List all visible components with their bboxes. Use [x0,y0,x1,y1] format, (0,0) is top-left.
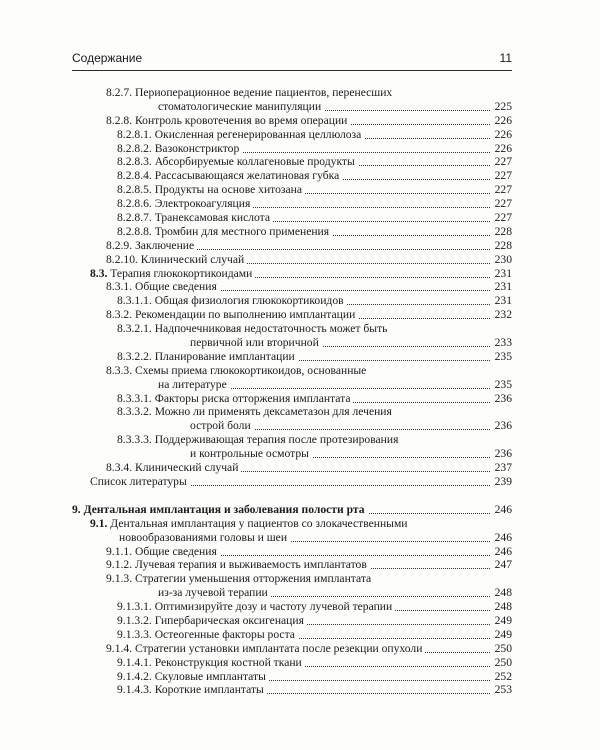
toc-entry-label [106,114,350,128]
toc-entry-page: 228 [490,239,512,253]
toc-entry-page: 226 [490,142,512,156]
toc-entry-title: Вазоконстриктор [154,141,240,155]
toc-entry-page: 250 [490,656,512,670]
table-of-contents [0,86,600,697]
toc-entry[interactable] [0,572,600,586]
toc-entry-number: 8.2.8.6. [117,197,152,211]
toc-entry-label [106,642,425,656]
toc-entry[interactable] [0,531,600,545]
toc-entry-title: Дентальная имплантация у пациентов со злокачественными [110,516,408,530]
toc-entry[interactable] [0,239,600,253]
toc-entry[interactable] [0,308,600,322]
toc-entry[interactable] [0,280,600,294]
toc-entry-title: Клинический случай [140,252,245,266]
toc-entry-title: Остеогенные факторы роста [154,627,295,641]
toc-entry-title: Поддерживающая терапия после протезирования [154,433,399,447]
toc-entry-label [90,267,255,281]
toc-entry-page: 236 [490,392,512,406]
toc-entry-number: 8.2.9. [106,238,133,252]
toc-entry[interactable] [0,253,600,267]
toc-entry-title: на литературе [158,377,227,391]
toc-entry-page: 237 [490,461,512,475]
toc-entry-label [119,531,290,545]
toc-entry-page: 225 [490,100,512,114]
header-page-number: 11 [499,51,512,65]
toc-entry-number: 9.1.3.1. [117,600,152,614]
toc-entry-number: 8.3.2.2. [117,349,152,363]
toc-entry[interactable] [0,267,600,281]
toc-entry-number: 9.1.4. [106,641,133,655]
toc-entry[interactable] [0,545,600,559]
toc-entry-title: Стратегии уменьшения отторжения имплантата [135,572,372,586]
toc-entry-title: Лучевая терапия и выживаемость имплантатов [135,558,367,572]
toc-entry-number: 8.2.10. [106,252,138,266]
toc-entry-page: 253 [490,683,512,697]
toc-entry-number: 8.2.8.8. [117,224,152,238]
toc-entry-label [106,239,197,253]
toc-entry-label [106,253,247,267]
toc-entry[interactable] [0,461,600,475]
toc-entry-label [158,586,271,600]
toc-entry-number: 8.3.3.1. [117,391,152,405]
toc-entry-label [106,545,220,559]
toc-entry[interactable] [0,558,600,572]
toc-entry[interactable] [0,197,600,211]
toc-entry-title: Транексамовая кислота [154,211,270,225]
toc-entry-label [117,628,298,642]
toc-entry-label [190,336,322,350]
toc-entry-title: Абсорбируемые коллагеновые продукты [154,155,355,169]
toc-entry-page: 252 [490,670,512,684]
toc-entry-title: Надпочечниковая недостаточность может быть [154,322,388,336]
toc-entry[interactable] [0,100,600,114]
toc-entry-title: Тромбин для местного применения [154,224,330,238]
toc-entry-label [117,183,305,197]
toc-entry-label [158,100,324,114]
toc-entry-label [190,419,254,433]
toc-entry-title: Планирование имплантации [154,349,295,363]
toc-entry-page: 236 [490,447,512,461]
toc-entry-page: 227 [490,197,512,211]
toc-entry-page: 235 [490,378,512,392]
toc-entry-title: Схемы приема глюкокортикоидов, основанные [135,363,367,377]
toc-entry-number: 8.2.8. [106,113,133,127]
toc-entry-number: 8.2.8.7. [117,211,152,225]
toc-entry-label [117,683,267,697]
running-header [72,48,512,71]
toc-entry-label [117,211,273,225]
toc-entry-page: 249 [490,614,512,628]
toc-entry-title: Короткие имплантаты [154,683,264,697]
toc-entry-number: 9.1.1. [106,544,133,558]
toc-entry[interactable] [0,142,600,156]
toc-entry-label [106,364,369,378]
toc-entry-page: 226 [490,114,512,128]
toc-entry[interactable] [0,600,600,614]
toc-entry-page: 228 [490,225,512,239]
toc-entry[interactable] [0,392,600,406]
toc-entry-number: 8.2.8.5. [117,183,152,197]
toc-entry-number: 8.3.1.1. [117,294,152,308]
toc-entry-page: 236 [490,419,512,433]
toc-entry[interactable] [0,642,600,656]
toc-entry[interactable] [0,433,600,447]
toc-entry-title: Гипербарическая оксигенация [154,613,304,627]
toc-entry-page: 226 [490,128,512,142]
toc-entry-page: 249 [490,628,512,642]
toc-entry-title: из-за лучевой терапии [158,586,268,600]
toc-entry-label [117,155,358,169]
toc-entry-label [106,308,358,322]
toc-entry-title: стоматологические манипуляции [158,99,322,113]
toc-entry-title: Рассасывающаяся желатиновая губка [154,169,340,183]
toc-entry-number: 8.3.3. [106,363,133,377]
toc-entry-number: 8.2.7. [106,86,133,99]
toc-entry[interactable] [0,364,600,378]
toc-entry-page: 230 [490,253,512,267]
toc-entry[interactable] [0,378,600,392]
toc-entry[interactable] [0,336,600,350]
toc-entry-number: 9.1.4.1. [117,655,152,669]
toc-entry-page: 248 [490,586,512,600]
toc-entry[interactable] [0,322,600,336]
toc-entry-page: 247 [490,558,512,572]
toc-entry-page: 227 [490,155,512,169]
toc-entry-page: 231 [490,280,512,294]
toc-entry-label [106,280,220,294]
toc-entry-label [117,142,242,156]
toc-entry[interactable] [0,503,600,517]
toc-entry-label [117,322,390,336]
toc-entry-label [117,405,395,419]
toc-entry[interactable] [0,419,600,433]
toc-entry-page: 250 [490,642,512,656]
toc-entry-title: Окисленная регенерированная целлюлоза [154,127,362,141]
toc-entry-label [117,600,395,614]
toc-entry[interactable] [0,405,600,419]
toc-entry-number: 9.1. [90,516,108,530]
toc-entry-title: Оптимизируйте дозу и частоту лучевой терапии [154,600,393,614]
toc-entry[interactable] [0,183,600,197]
toc-entry-page: 227 [490,183,512,197]
toc-entry-page: 231 [490,267,512,281]
toc-entry-number: 9.1.3. [106,572,133,586]
toc-entry-number: 9.1.3.2. [117,613,152,627]
toc-entry-number: 9.1.4.3. [117,683,152,697]
toc-entry-number: 8.3.4. [106,461,133,475]
toc-entry-page: 233 [490,336,512,350]
toc-entry-label [72,503,368,517]
toc-entry-label [117,614,307,628]
toc-entry-label [117,197,253,211]
toc-entry[interactable] [0,211,600,225]
toc-entry-label [106,558,370,572]
toc-entry-page: 246 [490,503,512,517]
toc-entry-label [117,350,298,364]
toc-entry-label [106,86,395,100]
toc-entry-number: 9.1.2. [106,558,133,572]
toc-entry-number: 8.3.3.3. [117,433,152,447]
toc-entry-title: Контроль кровотечения во время операции [135,113,348,127]
toc-entry-number: 8.3. [90,266,108,280]
toc-entry[interactable] [0,614,600,628]
toc-entry-title: Список литературы [90,474,187,488]
toc-entry-title: Реконструкция костной ткани [154,655,302,669]
toc-entry-label [117,656,305,670]
toc-entry-label [117,225,332,239]
toc-entry-page: 235 [490,350,512,364]
toc-entry-title: Заключение [135,238,195,252]
toc-entry-page: 227 [490,169,512,183]
toc-entry[interactable] [0,586,600,600]
toc-entry-label [117,128,364,142]
toc-entry-label [117,294,347,308]
toc-entry-page: 239 [490,475,512,489]
toc-entry-title: Электрокоагуляция [154,197,251,211]
toc-entry-page: 231 [490,294,512,308]
toc-entry-number: 8.2.8.2. [117,141,152,155]
toc-entry-number: 9.1.4.2. [117,669,152,683]
toc-entry[interactable] [0,683,600,697]
toc-entry-title: Общая физиология глюкокортикоидов [154,294,344,308]
header-title: Содержание [72,51,143,65]
toc-entry[interactable] [0,656,600,670]
toc-entry[interactable] [0,225,600,239]
toc-entry-title: Скуловые имплантаты [154,669,266,683]
toc-entry[interactable] [0,128,600,142]
toc-entry-title: Клинический случай [135,461,239,475]
toc-entry-page: 246 [490,531,512,545]
toc-entry-number: 8.2.8.4. [117,169,152,183]
toc-entry-label [106,461,241,475]
toc-entry-page: 227 [490,211,512,225]
toc-entry[interactable] [0,475,600,489]
toc-entry-label [90,517,410,531]
toc-entry-title: новообразованиями головы и шеи [119,530,288,544]
toc-entry-number: 8.2.8.1. [117,127,152,141]
toc-entry-title: и контрольные осмотры [190,447,309,461]
toc-entry-number: 9. [72,502,81,516]
toc-entry[interactable] [0,350,600,364]
toc-entry[interactable] [0,169,600,183]
toc-entry-title: острой боли [190,419,251,433]
toc-entry[interactable] [0,86,600,100]
section-gap [0,489,600,503]
toc-entry[interactable] [0,628,600,642]
toc-entry-page: 232 [490,308,512,322]
toc-entry-title: Рекомендации по выполнению имплантации [135,308,356,322]
toc-entry-number: 8.3.2.1. [117,322,152,336]
toc-entry[interactable] [0,294,600,308]
toc-entry-title: Стратегии установки имплантата после резекции опухоли [135,641,423,655]
toc-entry[interactable] [0,155,600,169]
toc-entry-number: 8.2.8.3. [117,155,152,169]
toc-entry-title: Факторы риска отторжения имплантата [154,391,351,405]
toc-entry[interactable] [0,114,600,128]
toc-entry-label [117,392,353,406]
toc-entry-label [117,670,269,684]
toc-entry-number: 8.3.3.2. [117,405,152,419]
toc-entry-title: первичной или вторичной [190,336,319,350]
toc-entry-label [117,433,401,447]
toc-entry-page: 246 [490,545,512,559]
toc-entry[interactable] [0,517,600,531]
toc-entry-label [117,169,342,183]
toc-entry-label [106,572,374,586]
toc-entry-number: 8.3.2. [106,308,133,322]
toc-entry-title: Периоперационное ведение пациентов, перенесших [135,86,393,99]
toc-entry-title: Общие сведения [135,280,217,294]
toc-entry-number: 9.1.3.3. [117,627,152,641]
toc-entry-title: Дентальная имплантация и заболевания полости рта [83,502,365,516]
toc-entry-title: Продукты на основе хитозана [154,183,302,197]
toc-entry-label [190,447,312,461]
toc-entry[interactable] [0,670,600,684]
toc-entry-title: Общие сведения [135,544,217,558]
toc-entry[interactable] [0,447,600,461]
toc-entry-label [158,378,230,392]
toc-entry-title: Можно ли применять дексаметазон для лечения [154,405,392,419]
toc-entry-number: 8.3.1. [106,280,133,294]
toc-entry-page: 248 [490,600,512,614]
toc-entry-label [90,475,190,489]
toc-entry-title: Терапия глюкокортикоидами [110,266,253,280]
